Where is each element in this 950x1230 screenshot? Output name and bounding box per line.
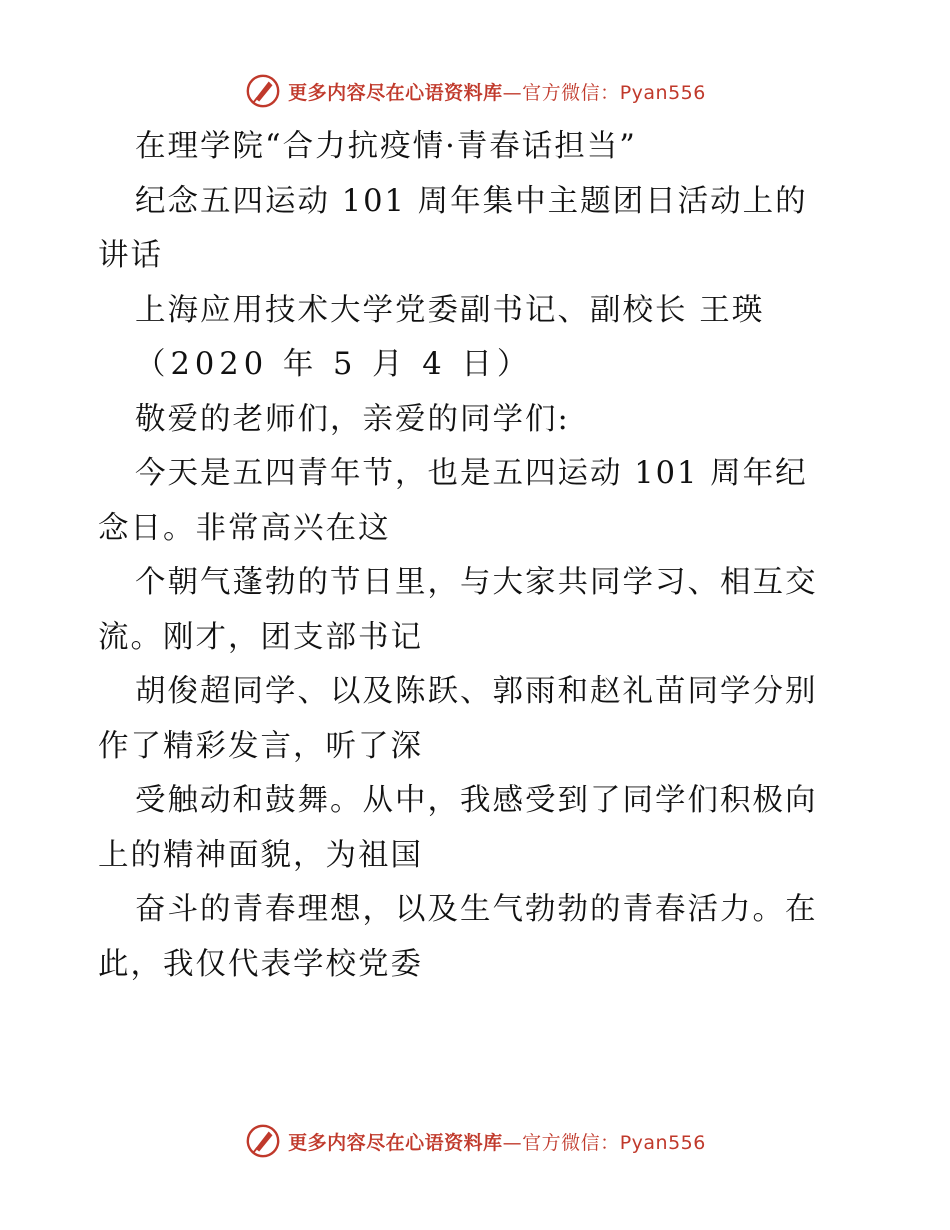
banner-site-text: 更多内容尽在心语资料库 xyxy=(288,1131,503,1154)
doc-line: 敬爱的老师们，亲爱的同学们: xyxy=(135,401,570,437)
banner-wechat-id: Pyan556 xyxy=(619,81,706,104)
doc-line: 今天是五四青年节，也是五四运动 101 周年纪 xyxy=(135,456,808,491)
banner-dash: — xyxy=(502,1131,523,1154)
doc-line: 此，我仅代表学校党委 xyxy=(98,946,423,982)
header-banner xyxy=(0,69,950,113)
doc-line: 个朝气蓬勃的节日里，与大家共同学习、相互交 xyxy=(135,565,818,600)
quill-pen-logo-icon xyxy=(244,1122,282,1160)
document-body xyxy=(98,120,858,992)
doc-line: 上的精神面貌，为祖国 xyxy=(98,837,423,873)
banner-wechat-id: Pyan556 xyxy=(619,1131,706,1154)
doc-line: 在理学院“合力抗疫情·青春话担当” xyxy=(135,129,637,164)
doc-line: 受触动和鼓舞。从中，我感受到了同学们积极向 xyxy=(135,783,818,818)
banner-dash: — xyxy=(502,81,523,104)
doc-line: 念日。非常高兴在这 xyxy=(98,510,391,546)
quill-pen-logo-icon xyxy=(244,72,282,110)
doc-line: 上海应用技术大学党委副书记、副校长 王瑛 xyxy=(135,292,765,328)
banner-wechat-label: 官方微信： xyxy=(522,81,620,104)
doc-line: 奋斗的青春理想，以及生气勃勃的青春活力。在 xyxy=(135,892,818,927)
doc-line: 胡俊超同学、以及陈跃、郭雨和赵礼苗同学分别 xyxy=(135,674,818,709)
footer-banner xyxy=(0,1119,950,1163)
doc-line: 流。刚才，团支部书记 xyxy=(98,619,423,655)
doc-line: 纪念五四运动 101 周年集中主题团日活动上的 xyxy=(135,183,808,219)
doc-date-line: （2020 年 5 月 4 日） xyxy=(135,347,533,382)
doc-line: 作了精彩发言，听了深 xyxy=(98,728,423,764)
banner-site-text: 更多内容尽在心语资料库 xyxy=(288,81,503,104)
banner-text xyxy=(288,1128,706,1155)
banner-wechat-label: 官方微信： xyxy=(522,1131,620,1154)
banner-text xyxy=(288,78,706,105)
doc-line: 讲话 xyxy=(98,238,163,273)
